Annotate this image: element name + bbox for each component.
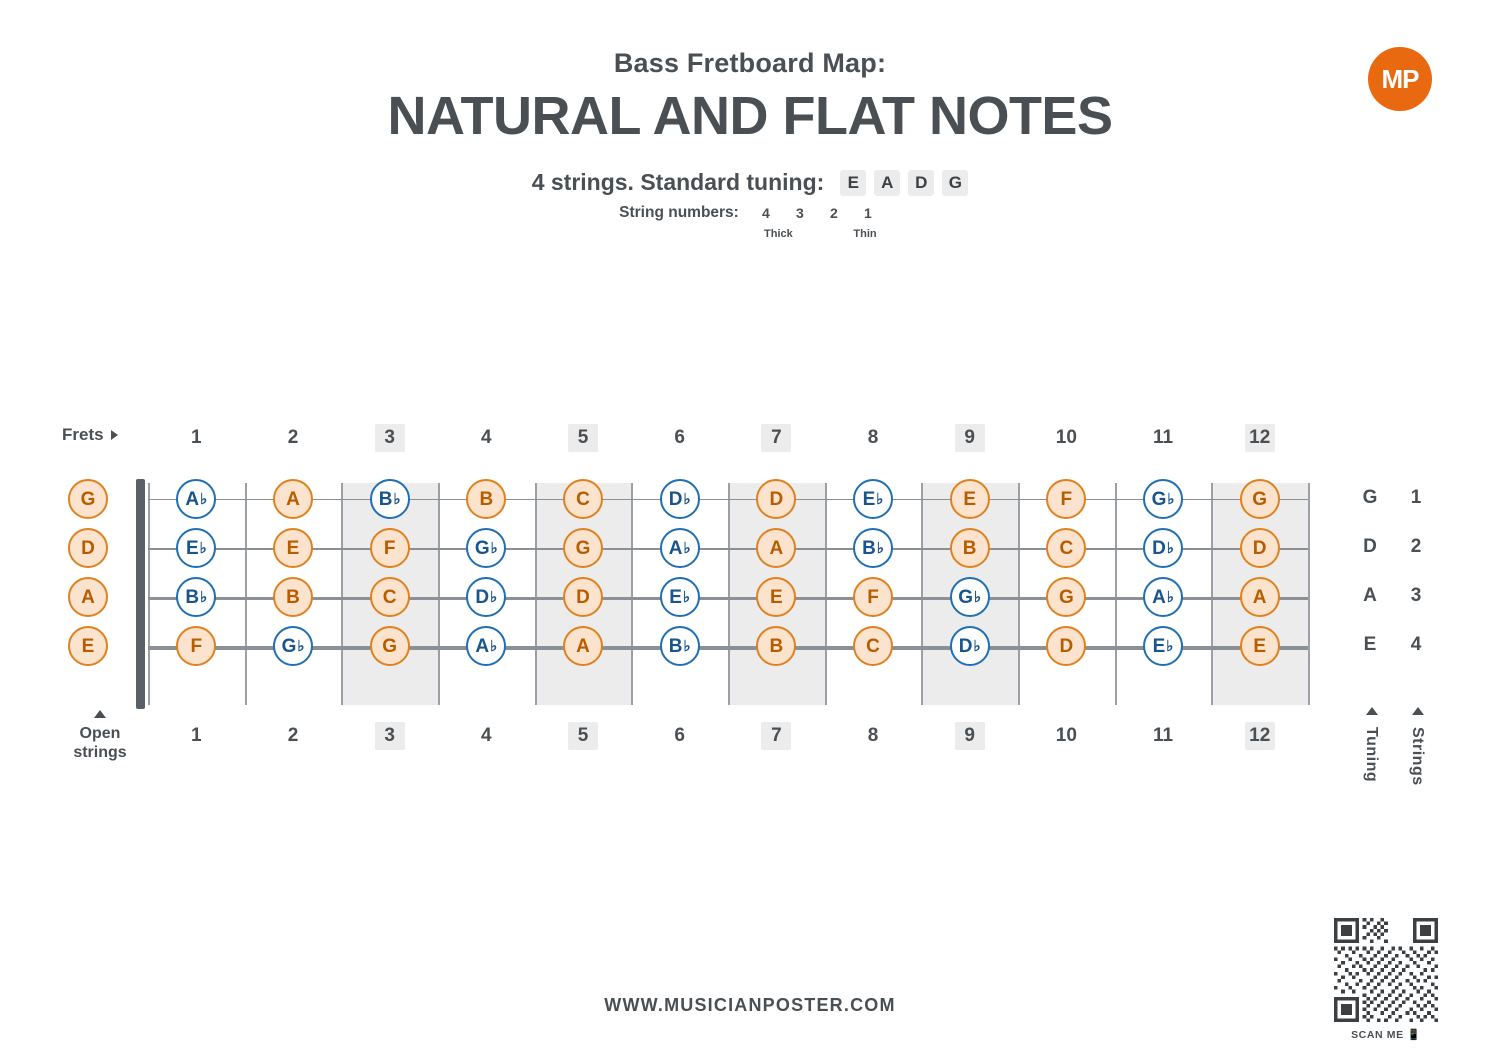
open-string-note-4: E <box>68 626 108 666</box>
note-string1-fret7: D <box>756 479 796 519</box>
note-string1-fret3: B ♭ <box>370 479 410 519</box>
tuning-vertical-label: Tuning <box>1363 727 1380 783</box>
tuning-row <box>0 169 1500 196</box>
fret-number-12: 12 <box>1245 424 1275 452</box>
note-string2-fret3: F <box>370 528 410 568</box>
note-string2-fret8: B ♭ <box>853 528 893 568</box>
brand-logo <box>1368 47 1432 111</box>
fret-wire <box>1308 483 1310 705</box>
string-line-2 <box>148 548 1308 550</box>
fret-number-2: 2 <box>287 427 299 448</box>
open-strings-line2: strings <box>73 744 127 762</box>
note-string3-fret4: D ♭ <box>466 577 506 617</box>
header-subtitle: Bass Fretboard Map: <box>613 48 887 78</box>
fret-numbers-bottom <box>148 721 1308 751</box>
note-string2-fret1: E ♭ <box>176 528 216 568</box>
open-strings-line1: Open <box>79 725 121 742</box>
fret-number-5: 5 <box>568 424 598 452</box>
note-string3-fret9: G ♭ <box>950 577 990 617</box>
triangle-up-icon <box>1412 707 1424 715</box>
note-string1-fret2: A <box>273 479 313 519</box>
note-string4-fret10: D <box>1046 626 1086 666</box>
note-string3-fret3: C <box>370 577 410 617</box>
tuning-note: D <box>908 170 934 196</box>
fret-wire <box>728 483 730 705</box>
note-string2-fret4: G ♭ <box>466 528 506 568</box>
note-string4-fret8: C <box>853 626 893 666</box>
tuning-note: E <box>840 170 866 196</box>
triangle-right-icon <box>111 430 118 440</box>
fret-wire <box>1018 483 1020 705</box>
note-string2-fret12: D <box>1240 528 1280 568</box>
open-string-note-2: D <box>68 528 108 568</box>
fret-number-7: 7 <box>761 722 791 750</box>
strings-vertical-label: Strings <box>1409 727 1426 786</box>
note-string1-fret10: F <box>1046 479 1086 519</box>
right-tuning-2: D <box>1363 536 1377 557</box>
fret-number-6: 6 <box>674 725 685 746</box>
string-numbers-row <box>0 204 1500 222</box>
tuning-notes <box>840 170 968 196</box>
fret-number-7: 7 <box>761 424 791 452</box>
fret-number-4: 4 <box>481 427 492 448</box>
note-string3-fret11: A ♭ <box>1143 577 1183 617</box>
fret-number-1: 1 <box>191 725 202 746</box>
string-number: 2 <box>829 205 838 221</box>
fret-grid <box>148 483 1308 705</box>
fret-number-9: 9 <box>955 424 985 452</box>
fret-number-8: 8 <box>867 725 879 746</box>
note-string4-fret12: E <box>1240 626 1280 666</box>
note-string4-fret11: E ♭ <box>1143 626 1183 666</box>
scan-me-label: SCAN ME 📱 <box>1351 1029 1421 1041</box>
fret-number-6: 6 <box>674 427 685 448</box>
fret-number-8: 8 <box>867 427 879 448</box>
note-string2-fret11: D ♭ <box>1143 528 1183 568</box>
open-string-note-3: A <box>68 577 108 617</box>
fret-number-9: 9 <box>955 722 985 750</box>
right-string-number-2: 2 <box>1410 536 1422 557</box>
frets-label <box>62 425 118 445</box>
note-string4-fret9: D ♭ <box>950 626 990 666</box>
fret-number-3: 3 <box>375 722 405 750</box>
right-tuning-4: E <box>1363 634 1377 655</box>
note-string4-fret3: G <box>370 626 410 666</box>
note-string3-fret2: B <box>273 577 313 617</box>
note-string4-fret6: B ♭ <box>660 626 700 666</box>
string-line-1 <box>148 499 1308 500</box>
fret-number-11: 11 <box>1153 427 1174 448</box>
note-string1-fret8: E ♭ <box>853 479 893 519</box>
header <box>0 48 1500 240</box>
thick-label: Thick <box>764 228 793 240</box>
nut <box>136 479 145 709</box>
right-string-number-3: 3 <box>1410 585 1422 606</box>
triangle-up-icon <box>1366 707 1378 715</box>
note-string1-fret6: D ♭ <box>660 479 700 519</box>
scan-me-text: SCAN ME <box>1351 1029 1404 1041</box>
fretboard-diagram <box>0 405 1500 805</box>
page-title: NATURAL AND FLAT NOTES <box>387 86 1113 146</box>
note-string2-fret6: A ♭ <box>660 528 700 568</box>
note-string4-fret5: A <box>563 626 603 666</box>
note-string3-fret7: E <box>756 577 796 617</box>
fret-wire <box>148 483 150 705</box>
string-number: 4 <box>761 205 770 221</box>
note-string1-fret5: C <box>563 479 603 519</box>
fret-numbers-top <box>148 423 1308 453</box>
note-string3-fret6: E ♭ <box>660 577 700 617</box>
note-string2-fret5: G <box>563 528 603 568</box>
logo-text: MP <box>1381 64 1419 94</box>
note-string3-fret8: F <box>853 577 893 617</box>
note-string3-fret1: B ♭ <box>176 577 216 617</box>
string-line-3 <box>148 597 1308 600</box>
note-string4-fret7: B <box>756 626 796 666</box>
thin-label: Thin <box>853 228 877 240</box>
thick-thin-row <box>0 228 1500 240</box>
fret-number-4: 4 <box>481 725 492 746</box>
frets-label-text: Frets <box>62 425 104 444</box>
fret-number-12: 12 <box>1245 722 1275 750</box>
fret-number-10: 10 <box>1055 725 1077 746</box>
note-string4-fret4: A ♭ <box>466 626 506 666</box>
qr-code <box>1334 918 1438 1022</box>
fret-wire <box>535 483 537 705</box>
string-line-4 <box>148 646 1308 650</box>
note-string2-fret2: E <box>273 528 313 568</box>
note-string1-fret4: B <box>466 479 506 519</box>
fret-number-1: 1 <box>191 427 202 448</box>
fret-number-3: 3 <box>375 424 405 452</box>
fret-wire <box>921 483 923 705</box>
note-string2-fret9: B <box>950 528 990 568</box>
note-string2-fret10: C <box>1046 528 1086 568</box>
string-number: 3 <box>795 205 804 221</box>
note-string4-fret1: F <box>176 626 216 666</box>
note-string3-fret5: D <box>563 577 603 617</box>
fret-wire <box>341 483 343 705</box>
open-string-note-1: G <box>68 479 108 519</box>
footer-url: WWW.MUSICIANPOSTER.COM <box>604 995 896 1015</box>
fret-number-10: 10 <box>1055 427 1077 448</box>
note-string4-fret2: G ♭ <box>273 626 313 666</box>
right-string-number-4: 4 <box>1410 634 1422 655</box>
note-string2-fret7: A <box>756 528 796 568</box>
note-string3-fret10: G <box>1046 577 1086 617</box>
fret-wire <box>1211 483 1213 705</box>
right-string-number-1: 1 <box>1410 487 1422 508</box>
fret-wire <box>245 483 247 705</box>
note-string1-fret11: G ♭ <box>1143 479 1183 519</box>
fret-wire <box>438 483 440 705</box>
fret-number-2: 2 <box>287 725 299 746</box>
fret-number-5: 5 <box>568 722 598 750</box>
fret-wire <box>631 483 633 705</box>
right-tuning-3: A <box>1363 585 1377 606</box>
note-string3-fret12: A <box>1240 577 1280 617</box>
string-numbers-label: String numbers: <box>619 204 739 221</box>
fret-number-11: 11 <box>1153 725 1174 746</box>
note-string1-fret9: E <box>950 479 990 519</box>
tuning-note: G <box>942 170 968 196</box>
triangle-up-icon <box>94 710 106 718</box>
note-string1-fret12: G <box>1240 479 1280 519</box>
tuning-note: A <box>874 170 900 196</box>
fret-wire <box>825 483 827 705</box>
string-number: 1 <box>863 205 872 221</box>
open-strings-label <box>52 710 148 762</box>
string-numbers-values <box>753 205 881 221</box>
right-tuning-1: G <box>1362 487 1378 508</box>
fret-wire <box>1115 483 1117 705</box>
note-string1-fret1: A ♭ <box>176 479 216 519</box>
tuning-label: 4 strings. Standard tuning: <box>531 169 825 195</box>
